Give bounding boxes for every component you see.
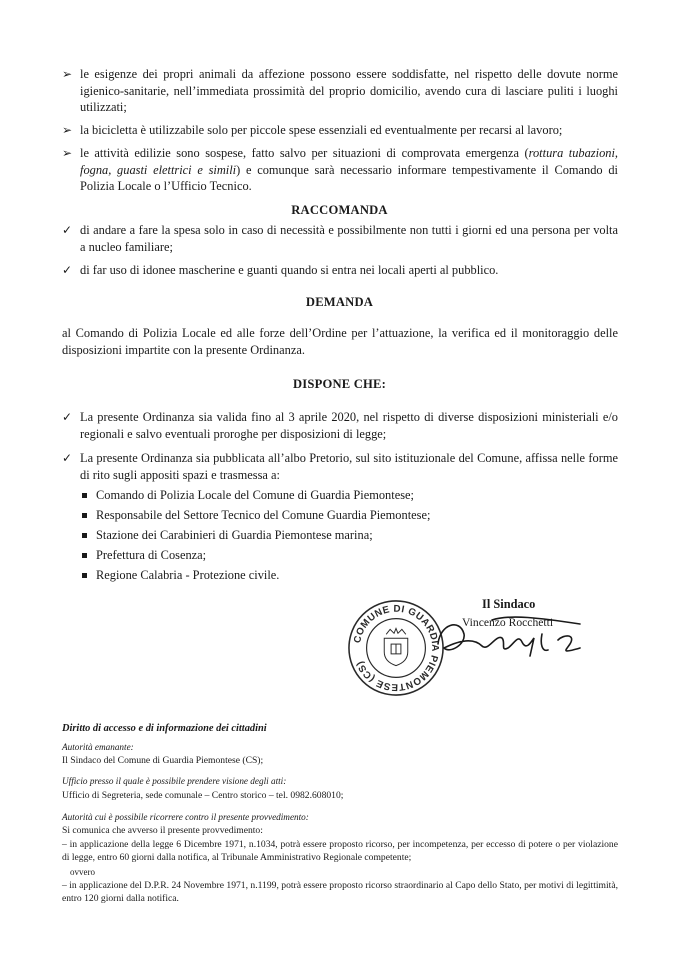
check-bullet-icon: ✓ bbox=[62, 263, 73, 277]
list-item-text: La presente Ordinanza sia pubblicata all’albo Pretorio, sul sito istituzionale del Comune, affissa nelle forme di rito sugli appositi spazi e trasmessa a: bbox=[80, 451, 618, 482]
recipient-item: Regione Calabria - Protezione civile. bbox=[82, 567, 582, 583]
check-bullet-icon: ✓ bbox=[62, 451, 73, 465]
list-item bbox=[62, 66, 618, 116]
recipient-item: Stazione dei Carabinieri di Guardia Piemontese marina; bbox=[82, 527, 582, 543]
square-bullet-icon bbox=[82, 553, 87, 558]
signature-title: Il Sindaco bbox=[482, 597, 536, 611]
recipient-item: Responsabile del Settore Tecnico del Comune Guardia Piemontese; bbox=[82, 507, 582, 523]
svg-text:COMUNE DI GUARDIA PIEMONTESE (: COMUNE DI GUARDIA PIEMONTESE (CS) bbox=[352, 603, 441, 693]
arrow-bullet-icon: ➢ bbox=[62, 123, 73, 137]
square-bullet-icon bbox=[82, 513, 87, 518]
coat-of-arms-icon bbox=[384, 628, 408, 665]
square-bullet-icon bbox=[82, 573, 87, 578]
list-item-text: le attività edilizie sono sospese, fatto salvo per situazioni di comprovata emergenza (rottura tubazioni, fogna, guasti elettrici e simili) e comunque sarà necessario informare tempestivamente il Comando di Polizia Locale o l’Ufficio Tecnico. bbox=[80, 146, 618, 193]
appeal-tar: – in applicazione della legge 6 Dicembre 1971, n.1034, potrà essere proposto ricorso, per incompetenza, per eccesso di potere o per violazione di legge, entro 60 giorni dalla notifica, al Tribunale Amministrativo Regionale competente; bbox=[62, 839, 618, 863]
list-item bbox=[62, 145, 618, 195]
recipient-item: Prefettura di Cosenza; bbox=[82, 547, 582, 563]
check-bullet-icon: ✓ bbox=[62, 223, 73, 237]
check-bullet-icon: ✓ bbox=[62, 410, 73, 424]
section-heading-demanda: DEMANDA bbox=[305, 295, 374, 309]
square-bullet-icon bbox=[82, 533, 87, 538]
list-item bbox=[62, 262, 618, 279]
signature-name: Vincenzo Rocchetti bbox=[462, 616, 554, 629]
authority-label: Autorità emanante: bbox=[62, 742, 134, 752]
list-item-text: La presente Ordinanza sia valida fino al 3 aprile 2020, nel rispetto di diverse disposizioni ministeriali e/o regionali e salvo eventuali proroghe per disposizioni di legge; bbox=[80, 410, 618, 441]
section-heading-dispone: DISPONE CHE: bbox=[292, 377, 387, 391]
handwritten-signature bbox=[430, 604, 600, 674]
footer-title: Diritto di accesso e di informazione dei cittadini bbox=[62, 723, 267, 734]
list-item bbox=[62, 122, 618, 139]
list-item-text: le esigenze dei propri animali da affezione possono essere soddisfatte, nel rispetto delle dovute norme igienico-sanitarie, nell’immediata prossimità del proprio domicilio, avendo cura di lasciare puliti i luoghi utilizzati; bbox=[80, 67, 618, 114]
list-item bbox=[62, 222, 618, 255]
list-item bbox=[62, 450, 618, 483]
demanda-paragraph: al Comando di Polizia Locale ed alle forze dell’Ordine per l’attuazione, la verifica ed il monitoraggio delle disposizioni impartite con la presente Ordinanza. bbox=[62, 326, 618, 357]
list-item bbox=[62, 409, 618, 442]
appeal-intro: Si comunica che avverso il presente provvedimento: bbox=[62, 825, 263, 836]
appeal-head-of-state: – in applicazione del D.P.R. 24 Novembre 1971, n.1199, potrà essere proposto ricorso straordinario al Capo dello Stato, per motivi di legittimità, entro 120 giorni dalla notifica. bbox=[62, 880, 618, 904]
arrow-bullet-icon: ➢ bbox=[62, 146, 73, 160]
recipient-item: Comando di Polizia Locale del Comune di Guardia Piemontese; bbox=[82, 487, 582, 503]
appeal-label: Autorità cui è possibile ricorrere contro il presente provvedimento: bbox=[62, 812, 309, 822]
authority-value: Il Sindaco del Comune di Guardia Piemontese (CS); bbox=[62, 755, 264, 766]
section-heading-raccomanda: RACCOMANDA bbox=[291, 203, 388, 217]
list-item-text: di far uso di idonee mascherine e guanti quando si entra nei locali aperti al pubblico. bbox=[80, 263, 499, 277]
arrow-bullet-icon: ➢ bbox=[62, 67, 73, 81]
list-item-text: di andare a fare la spesa solo in caso di necessità e possibilmente non tutti i giorni ed una persona per volta a nucleo familiare; bbox=[80, 223, 618, 254]
list-item-text: la bicicletta è utilizzabile solo per piccole spese essenziali ed eventualmente per recarsi al lavoro; bbox=[80, 123, 563, 137]
office-label: Ufficio presso il quale è possibile prendere visione degli atti: bbox=[62, 776, 287, 786]
office-value: Ufficio di Segreteria, sede comunale – Centro storico – tel. 0982.608010; bbox=[62, 790, 344, 801]
appeal-or: ovvero bbox=[70, 867, 95, 877]
square-bullet-icon bbox=[82, 493, 87, 498]
